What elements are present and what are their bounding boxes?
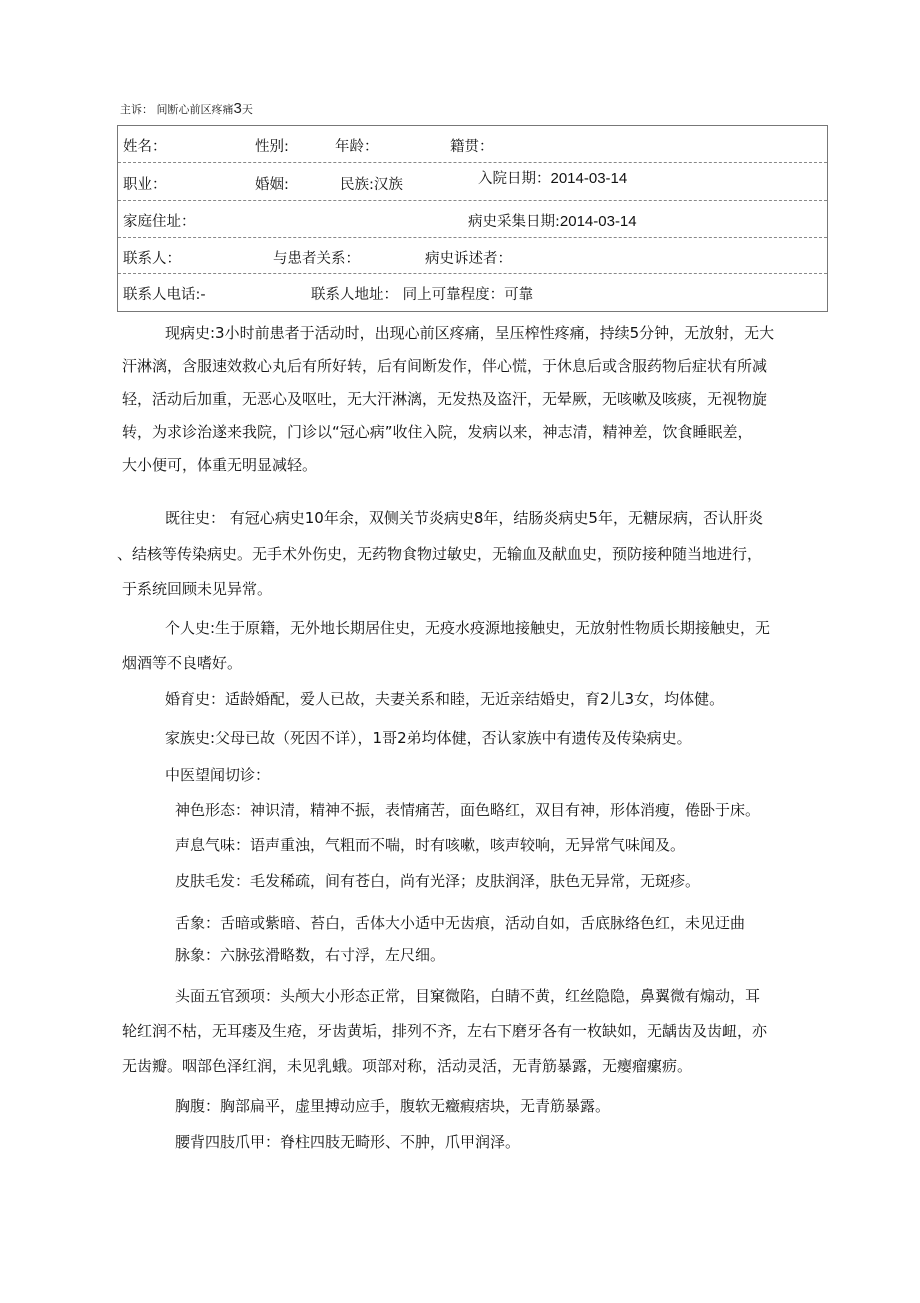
tcm-chest-abdomen: 胸腹：胸部扁平，虚里搏动应手，腹软无癥瘕痞块，无青筋暴露。: [175, 1097, 611, 1115]
contact-address-field: 联系人地址： 同上可靠程度：可靠: [311, 287, 534, 303]
ethnicity-field: 民族:汉族: [340, 177, 403, 193]
admission-date-value: 2014-03-14: [550, 170, 628, 187]
info-row-contact: [118, 238, 827, 274]
gender-field: 性别:: [255, 139, 289, 155]
relation-field: 与患者关系：: [273, 251, 360, 267]
personal-history-line-2: 烟酒等不良嗜好。: [122, 654, 243, 672]
marriage-field: 婚姻:: [255, 177, 289, 193]
native-place-field: 籍贯：: [450, 139, 494, 155]
info-row-occupation: [118, 163, 827, 201]
tcm-pulse: 脉象：六脉弦滑略数，右寸浮，左尺细。: [175, 946, 446, 964]
info-row-contact-detail: [118, 274, 827, 311]
past-history-line-3: 于系统回顾未见异常。: [122, 580, 273, 598]
tcm-head-line-2: 轮红润不枯，无耳瘘及生疮，牙齿黄垢，排列不齐，左右下磨牙各有一枚缺如，无龋齿及齿衄，亦: [122, 1022, 768, 1040]
tcm-head-line-3: 无齿瓣。咽部色泽红润，未见乳蛾。项部对称，活动灵活，无青筋暴露，无瘿瘤瘰疬。: [122, 1057, 693, 1075]
tcm-head-line-1: 头面五官颈项：头颅大小形态正常，目窠微陷，白睛不黄，红丝隐隐，鼻翼微有煽动，耳: [175, 987, 761, 1005]
present-illness-line-3: 轻，活动后加重，无恶心及呕吐，无大汗淋漓，无发热及盗汗，无晕厥，无咳嗽及咳痰，无视物旋: [122, 390, 768, 408]
history-date-label: 病史采集日期:: [468, 214, 560, 230]
name-field: 姓名：: [123, 139, 167, 155]
chief-complaint-duration: 3: [233, 100, 242, 117]
admission-date-label: 入院日期：: [478, 171, 551, 187]
present-illness-line-2: 汗淋漓，含服速效救心丸后有所好转，后有间断发作，伴心慌，于休息后或含服药物后症状有所减: [122, 357, 768, 375]
tcm-back-limbs: 腰背四肢爪甲：脊柱四肢无畸形、不肿，爪甲润泽。: [175, 1133, 521, 1151]
chief-complaint: [120, 100, 253, 117]
tcm-heading: 中医望闻切诊：: [165, 766, 271, 784]
family-history: 家族史:父母已故（死因不详），1哥2弟均体健，否认家族中有遗传及传染病史。: [165, 729, 692, 747]
tcm-voice: 声息气味：语声重浊，气粗而不喘，时有咳嗽，咳声较响，无异常气味闻及。: [175, 836, 686, 854]
marital-history: 婚育史：适龄婚配，爱人已故，夫妻关系和睦，无近亲结婚史，育2儿3女，均体健。: [165, 690, 725, 708]
admission-date-field: [478, 167, 627, 188]
home-address-field: 家庭住址：: [123, 214, 196, 230]
age-field: 年龄：: [335, 139, 379, 155]
history-date-field: [468, 210, 637, 231]
present-illness-line-4: 转，为求诊治遂来我院，门诊以“冠心病”收住入院，发病以来，神志清，精神差，饮食睡眠差，: [122, 423, 753, 441]
tcm-spirit: 神色形态：神识清，精神不振，表情痛苦，面色略红，双目有神，形体消瘦，倦卧于床。: [175, 801, 761, 819]
history-date-value: 2014-03-14: [559, 213, 637, 230]
info-row-basic: [118, 126, 827, 163]
chief-complaint-unit: 天: [241, 103, 253, 116]
occupation-field: 职业：: [123, 177, 167, 193]
chief-complaint-label: 主诉：: [120, 103, 153, 116]
personal-history-line-1: 个人史:生于原籍，无外地长期居住史，无疫水疫源地接触史，无放射性物质长期接触史，无: [165, 619, 771, 637]
patient-info-table: [117, 125, 828, 312]
past-history-line-1: 既往史： 有冠心病史10年余，双侧关节炎病史8年，结肠炎病史5年，无糖尿病，否认肝炎: [165, 509, 763, 527]
chief-complaint-text: 间断心前区疼痛: [156, 103, 234, 116]
tcm-tongue: 舌象：舌暗或紫暗、苔白，舌体大小适中无齿痕，活动自如，舌底脉络色红，未见迂曲: [175, 914, 746, 932]
present-illness-line-1: 现病史:3小时前患者于活动时，出现心前区疼痛，呈压榨性疼痛，持续5分钟，无放射，无大: [165, 324, 775, 342]
tcm-skin: 皮肤毛发：毛发稀疏，间有苍白，尚有光泽；皮肤润泽，肤色无异常，无斑疹。: [175, 872, 701, 890]
narrator-field: 病史诉述者：: [425, 251, 512, 267]
contact-phone-field: 联系人电话:-: [123, 287, 206, 303]
info-row-address: [118, 201, 827, 238]
contact-person-field: 联系人：: [123, 251, 181, 267]
present-illness-line-5: 大小便可，体重无明显减轻。: [122, 456, 318, 474]
past-history-line-2: 、结核等传染病史。无手术外伤史，无药物食物过敏史，无输血及献血史，预防接种随当地进行，: [117, 545, 763, 563]
